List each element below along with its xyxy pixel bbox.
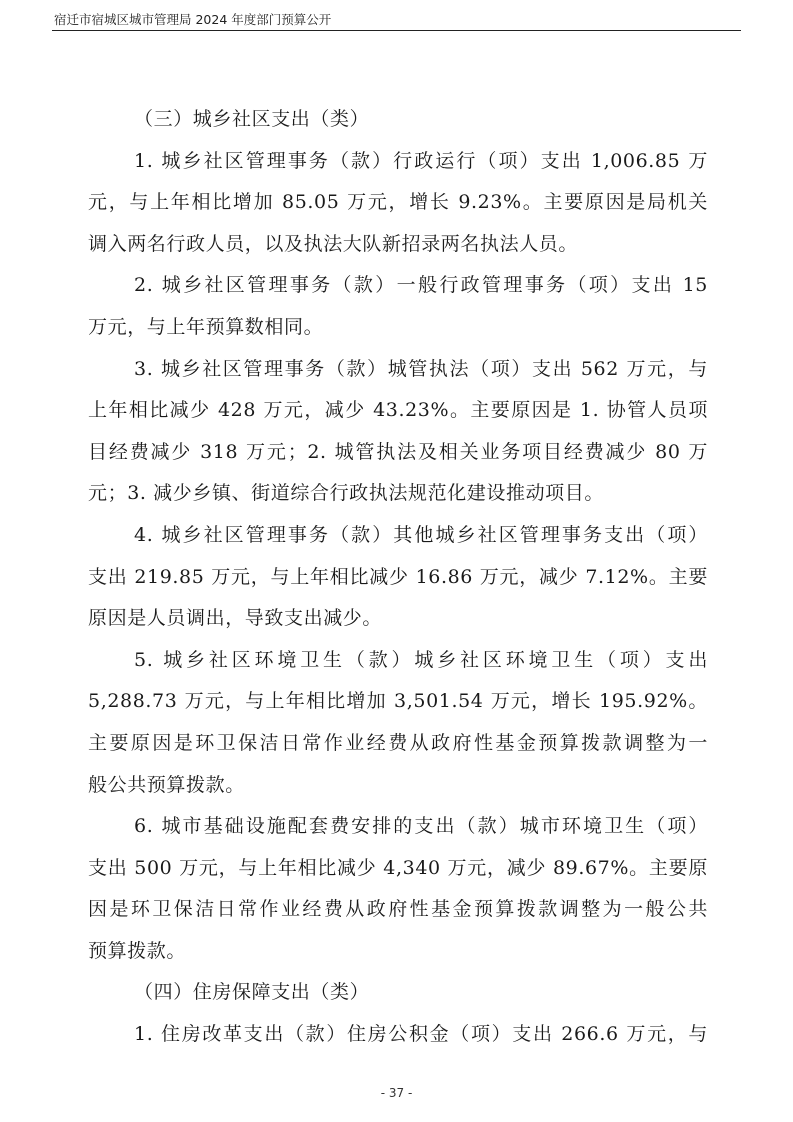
paragraph-line: 1. 住房改革支出（款）住房公积金（项）支出 266.6 万元，与	[134, 1023, 708, 1046]
paragraph-line: 预算拨款。	[88, 939, 187, 962]
paragraph-line: 因是环卫保洁日常作业经费从政府性基金预算拨款调整为一般公共	[88, 898, 708, 921]
paragraph-line: 6. 城市基础设施配套费安排的支出（款）城市环境卫生（项）	[134, 815, 708, 838]
paragraph-line: 元，与上年相比增加 85.05 万元，增长 9.23%。主要原因是局机关	[88, 191, 708, 214]
paragraph-line: 目经费减少 318 万元；2. 城管执法及相关业务项目经费减少 80 万	[88, 440, 708, 463]
page-number: - 37 -	[380, 1086, 413, 1100]
paragraph-line: 上年相比减少 428 万元，减少 43.23%。主要原因是 1. 协管人员项	[88, 399, 708, 422]
paragraph-line: 原因是人员调出，导致支出减少。	[88, 607, 383, 630]
paragraph-line: 5. 城乡社区环境卫生（款）城乡社区环境卫生（项）支出	[134, 648, 708, 671]
paragraph-line: 支出 219.85 万元，与上年相比减少 16.86 万元，减少 7.12%。主要	[88, 565, 708, 588]
paragraph-line: 调入两名行政人员，以及执法大队新招录两名执法人员。	[88, 232, 579, 255]
paragraph-line: 支出 500 万元，与上年相比减少 4,340 万元，减少 89.67%。主要原	[88, 856, 708, 879]
document-body	[88, 99, 708, 1056]
paragraph-line: 1. 城乡社区管理事务（款）行政运行（项）支出 1,006.85 万	[134, 149, 708, 172]
section-heading: （四）住房保障支出（类）	[134, 981, 370, 1004]
paragraph-line: 3. 城乡社区管理事务（款）城管执法（项）支出 562 万元，与	[134, 357, 708, 380]
paragraph-line: 般公共预算拨款。	[88, 773, 245, 796]
section-heading: （三）城乡社区支出（类）	[134, 108, 370, 130]
paragraph-line: 4. 城乡社区管理事务（款）其他城乡社区管理事务支出（项）	[134, 523, 708, 546]
paragraph-line: 2. 城乡社区管理事务（款）一般行政管理事务（项）支出 15	[134, 274, 708, 297]
paragraph-line: 5,288.73 万元，与上年相比增加 3,501.54 万元，增长 195.92%。	[88, 690, 708, 713]
paragraph-line: 元；3. 减少乡镇、街道综合行政执法规范化建设推动项目。	[88, 482, 604, 505]
paragraph-line: 万元，与上年预算数相同。	[88, 315, 324, 338]
header-title: 宿迁市宿城区城市管理局 2024 年度部门预算公开	[54, 12, 332, 27]
page-header	[52, 4, 741, 31]
paragraph-line: 主要原因是环卫保洁日常作业经费从政府性基金预算拨款调整为一	[88, 731, 708, 754]
